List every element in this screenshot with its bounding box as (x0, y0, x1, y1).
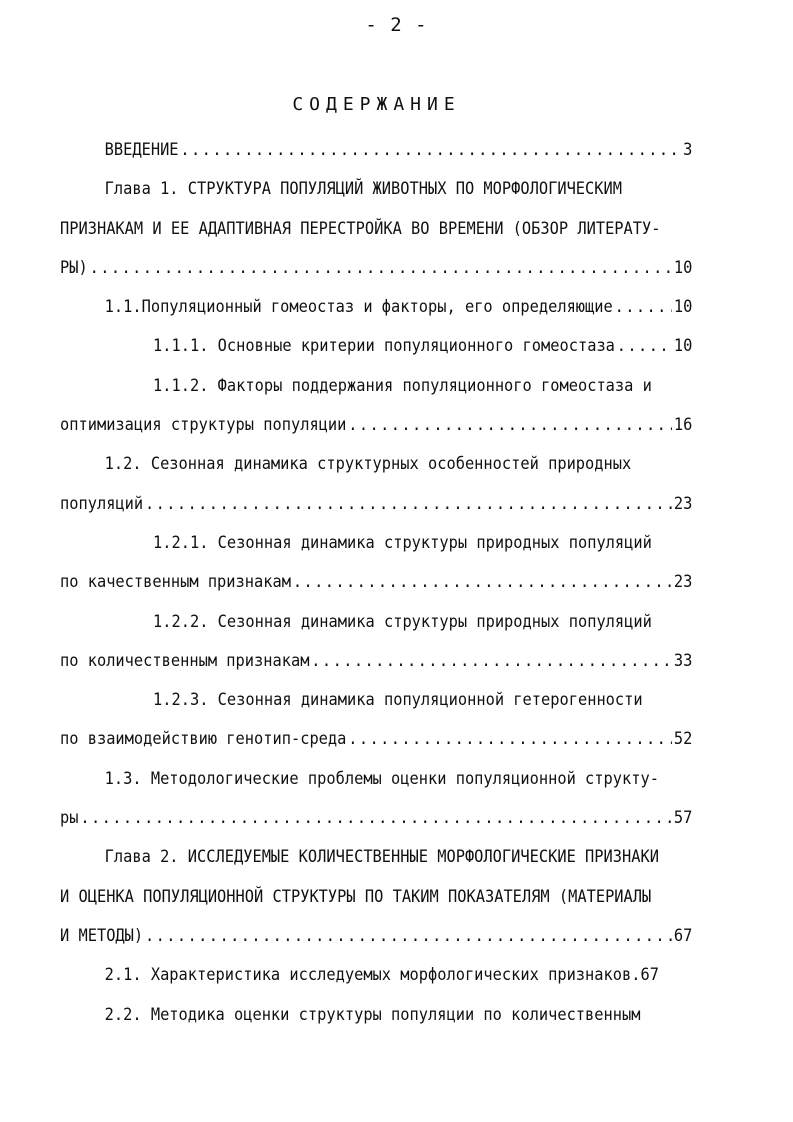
toc-entry-1-2-2-line1: 1.2.2. Сезонная динамика структуры природных популяций (153, 611, 652, 631)
dot-leader (348, 405, 672, 444)
dot-leader (617, 326, 672, 365)
toc-entry-chapter2-line3 (60, 916, 692, 955)
toc-entry-page: 57 (673, 808, 693, 828)
toc-entry-1-3-line1: 1.3. Методологические проблемы оценки популяционной структу- (104, 768, 659, 788)
toc-entry-chapter1-line1: Глава 1. СТРУКТУРА ПОПУЛЯЦИЙ ЖИВОТНЫХ ПО МОРФОЛОГИЧЕСКИМ (104, 179, 622, 199)
toc-entry-title: популяций (60, 493, 144, 513)
toc-entry-title: оптимизация структуры популяции (60, 415, 347, 435)
toc-entry-1-2-line2 (60, 484, 692, 523)
toc-entry-1-3-line2 (60, 798, 692, 837)
dot-leader (348, 719, 672, 758)
toc-entry-page: 23 (673, 572, 693, 592)
dot-leader (180, 130, 681, 169)
toc-entry-1-2-1-line1: 1.2.1. Сезонная динамика структуры природных популяций (153, 532, 652, 552)
toc-entry-title: по количественным признакам (60, 650, 310, 670)
toc-entry-1-1-2-line2 (60, 405, 692, 444)
toc-entry-1-2-line1: 1.2. Сезонная динамика структурных особенностей природных (104, 454, 632, 474)
toc-entry-1-2-3-line2 (60, 719, 692, 758)
toc-entry-1-2-3-line1: 1.2.3. Сезонная динамика популяционной гетерогенности (153, 690, 643, 710)
toc-entry-page: 16 (673, 415, 693, 435)
dot-leader (615, 287, 672, 326)
toc-entry-chapter1-line2: ПРИЗНАКАМ И ЕЕ АДАПТИВНАЯ ПЕРЕСТРОЙКА ВО ВРЕМЕНИ (ОБЗОР ЛИТЕРАТУ- (60, 218, 661, 238)
toc-entry-1-2-1-line2 (60, 562, 692, 601)
toc-entry-page: 52 (673, 729, 693, 749)
toc-entry-chapter2-line2: И ОЦЕНКА ПОПУЛЯЦИОННОЙ СТРУКТУРЫ ПО ТАКИМ ПОКАЗАТЕЛЯМ (МАТЕРИАЛЫ (60, 886, 652, 906)
toc-entry-page: 23 (673, 493, 693, 513)
toc-entry-1-1 (60, 287, 692, 326)
dot-leader (293, 562, 672, 601)
dot-leader (145, 916, 672, 955)
toc-entry-1-1-1 (60, 326, 692, 365)
page-number: - 2 - (365, 14, 428, 36)
toc-entry-title: 1.1.1. Основные критерии популяционного гомеостаза (153, 336, 615, 356)
toc-entry-chapter2-line1: Глава 2. ИССЛЕДУЕМЫЕ КОЛИЧЕСТВЕННЫЕ МОРФОЛОГИЧЕСКИЕ ПРИЗНАКИ (104, 847, 659, 867)
toc-entry-page: 10 (673, 336, 693, 356)
toc-entry-chapter1-line3 (60, 248, 692, 287)
toc-entry-2-2-line1: 2.2. Методика оценки структуры популяции по количественным (104, 1004, 641, 1024)
toc-entry-title: 1.1.Популяционный гомеостаз и факторы, его определяющие (104, 297, 613, 317)
toc-entry-page: 3 (683, 140, 693, 159)
dot-leader (90, 248, 672, 287)
toc-entry-title: по взаимодействию генотип-среда (60, 729, 347, 749)
table-of-contents (60, 130, 692, 1034)
toc-entry-page: 10 (673, 257, 693, 277)
toc-entry-title: И МЕТОДЫ) (60, 925, 144, 945)
toc-entry-title: ВВЕДЕНИЕ (104, 140, 179, 159)
toc-entry-page: 67 (673, 925, 693, 945)
toc-entry-title: РЫ) (60, 257, 88, 277)
toc-entry-2-1 (60, 955, 692, 994)
toc-entry-1-1-2-line1: 1.1.2. Факторы поддержания популяционного гомеостаза и (153, 375, 652, 395)
toc-entry-page: 33 (673, 650, 693, 670)
dot-leader (145, 484, 672, 523)
toc-entry-page: 67 (640, 965, 659, 985)
toc-entry-page: 10 (673, 297, 693, 317)
toc-entry-title: ры (60, 808, 79, 828)
toc-entry-title: 2.1. Характеристика исследуемых морфологических признаков. (104, 965, 641, 985)
toc-entry-title: по качественным признакам (60, 572, 291, 592)
toc-entry-intro (60, 130, 692, 169)
dot-leader (80, 798, 672, 837)
toc-entry-1-2-2-line2 (60, 641, 692, 680)
dot-leader (311, 641, 672, 680)
page-title: СОДЕРЖАНИЕ (292, 94, 461, 115)
